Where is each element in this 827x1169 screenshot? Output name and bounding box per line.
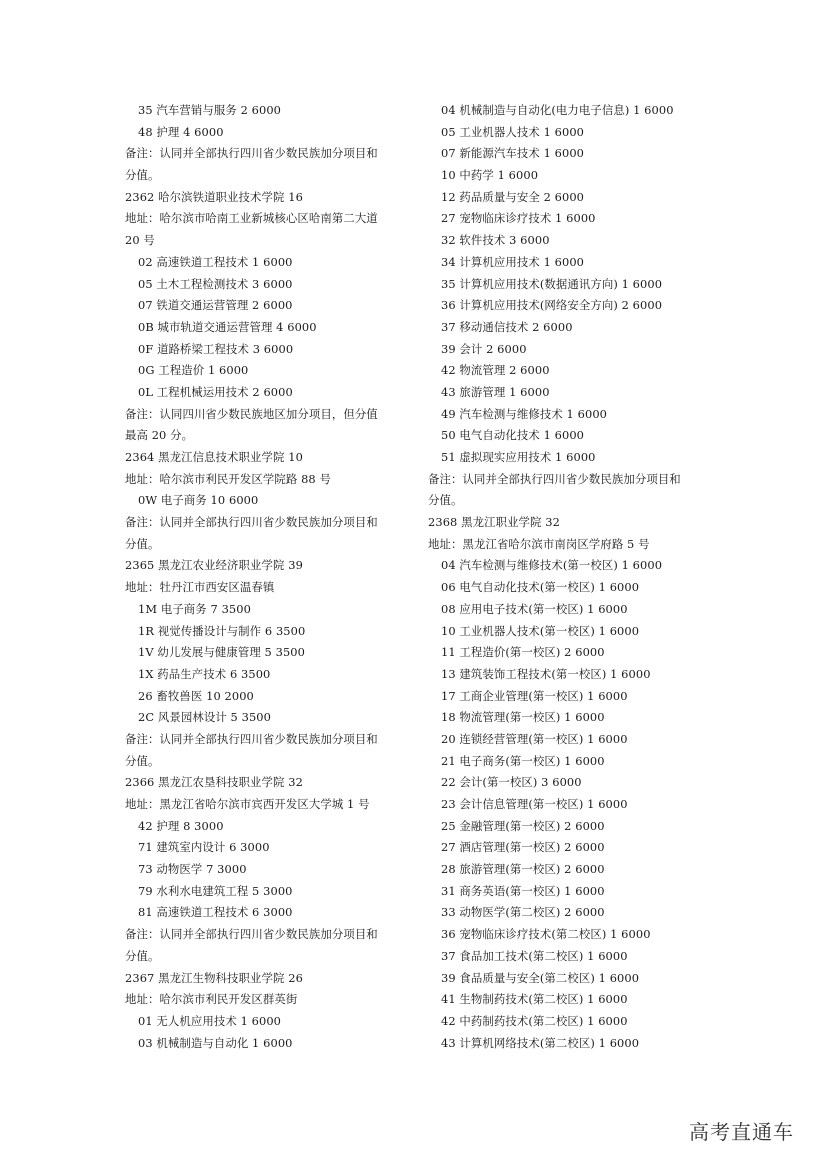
text-line: 2C 风景园林设计 5 3500 [138,710,272,725]
text-line: 0F 道路桥梁工程技术 3 6000 [138,341,294,356]
text-line: 1M 电子商务 7 3500 [138,601,251,616]
text-line: 2367 黑龙江生物科技职业学院 26 [125,970,303,985]
text-line: 备注：认同并全部执行四川省少数民族加分项目和 [125,515,378,530]
right-column [428,100,713,1054]
text-line: 13 建筑装饰工程技术(第一校区) 1 6000 [441,666,651,681]
text-line: 07 新能源汽车技术 1 6000 [441,146,585,161]
text-line: 48 护理 4 6000 [138,124,224,139]
text-line: 10 工业机器人技术(第一校区) 1 6000 [441,623,640,638]
text-line: 18 物流管理(第一校区) 1 6000 [441,710,605,725]
text-line: 34 计算机应用技术 1 6000 [441,254,585,269]
text-line: 79 水利水电建筑工程 5 3000 [138,883,293,898]
text-line: 分值。 [125,948,160,963]
text-line: 01 无人机应用技术 1 6000 [138,1013,282,1028]
left-column [125,100,410,1054]
text-line: 51 虚拟现实应用技术 1 6000 [441,450,596,464]
text-line: 分值。 [125,536,160,551]
text-line: 分值。 [125,753,160,768]
text-line: 03 机械制造与自动化 1 6000 [138,1035,293,1050]
text-line: 04 机械制造与自动化(电力电子信息) 1 6000 [441,103,674,117]
text-line: 27 宠物临床诊疗技术 1 6000 [441,211,596,226]
text-line: 1X 药品生产技术 6 3500 [138,666,271,681]
text-line: 11 工程造价(第一校区) 2 6000 [441,645,605,660]
text-line: 27 酒店管理(第一校区) 2 6000 [441,840,605,855]
text-line: 26 畜牧兽医 10 2000 [138,688,254,703]
text-line: 20 连锁经营管理(第一校区) 1 6000 [441,731,628,746]
text-line: 2368 黑龙江职业学院 32 [428,515,560,530]
text-line: 地址：黑龙江省哈尔滨市南岗区学府路 5 号 [428,536,650,551]
text-line: 21 电子商务(第一校区) 1 6000 [441,753,605,768]
text-line: 备注：认同并全部执行四川省少数民族加分项目和 [428,471,681,486]
text-line: 10 中药学 1 6000 [441,168,539,183]
text-line: 备注：认同并全部执行四川省少数民族加分项目和 [125,146,378,161]
text-line: 43 旅游管理 1 6000 [441,384,550,399]
text-line: 2365 黑龙江农业经济职业学院 39 [125,558,303,573]
text-line: 22 会计(第一校区) 3 6000 [441,775,582,790]
text-line: 2366 黑龙江农垦科技职业学院 32 [125,775,303,790]
text-line: 25 金融管理(第一校区) 2 6000 [441,818,605,833]
text-line: 50 电气自动化技术 1 6000 [441,428,585,443]
text-line: 43 计算机网络技术(第二校区) 1 6000 [441,1035,640,1050]
text-line: 0G 工程造价 1 6000 [138,363,249,378]
text-line: 0L 工程机械运用技术 2 6000 [138,384,293,399]
text-line: 0W 电子商务 10 6000 [138,493,259,508]
text-line: 备注：认同并全部执行四川省少数民族加分项目和 [125,927,378,942]
text-line: 05 工业机器人技术 1 6000 [441,124,585,139]
text-line: 32 软件技术 3 6000 [441,233,550,248]
text-line: 42 中药制药技术(第二校区) 1 6000 [441,1013,628,1028]
text-line: 0B 城市轨道交通运营管理 4 6000 [138,319,317,334]
text-line: 37 食品加工技术(第二校区) 1 6000 [441,948,628,963]
text-line: 81 高速铁道工程技术 6 3000 [138,905,293,920]
text-line: 1R 视觉传播设计与制作 6 3500 [138,623,306,638]
text-line: 最高 20 分。 [125,428,194,443]
text-line: 71 建筑室内设计 6 3000 [138,840,270,855]
text-line: 42 物流管理 2 6000 [441,363,550,378]
text-line: 33 动物医学(第二校区) 2 6000 [441,905,605,920]
text-line: 17 工商企业管理(第一校区) 1 6000 [441,688,628,703]
text-line: 2362 哈尔滨铁道职业技术学院 16 [125,189,303,204]
text-line: 39 食品质量与安全(第二校区) 1 6000 [441,970,640,985]
text-line: 06 电气自动化技术(第一校区) 1 6000 [441,580,640,595]
text-line: 31 商务英语(第一校区) 1 6000 [441,883,605,898]
text-line: 07 铁道交通运营管理 2 6000 [138,298,293,313]
text-line: 地址：黑龙江省哈尔滨市宾西开发区大学城 1 号 [125,797,370,811]
text-line: 36 计算机应用技术(网络安全方向) 2 6000 [441,298,663,313]
text-line: 20 号 [125,233,155,248]
text-line: 73 动物医学 7 3000 [138,862,247,877]
text-line: 分值。 [125,168,160,183]
text-line: 02 高速铁道工程技术 1 6000 [138,254,293,269]
text-line: 36 宠物临床诊疗技术(第二校区) 1 6000 [441,927,651,942]
text-line: 2364 黑龙江信息技术职业学院 10 [125,450,303,464]
text-line: 39 会计 2 6000 [441,341,527,356]
text-line: 35 计算机应用技术(数据通讯方向) 1 6000 [441,276,663,291]
text-line: 地址：哈尔滨市利民开发区群英街 [125,992,298,1007]
text-line: 08 应用电子技术(第一校区) 1 6000 [441,601,628,616]
watermark-brand: 高考直通车 [689,1120,794,1144]
text-line: 28 旅游管理(第一校区) 2 6000 [441,862,605,877]
text-line: 37 移动通信技术 2 6000 [441,319,573,334]
text-line: 35 汽车营销与服务 2 6000 [138,103,282,117]
text-line: 地址：哈尔滨市利民开发区学院路 88 号 [125,471,331,486]
text-line: 地址：牡丹江市西安区温春镇 [125,580,275,595]
text-line: 地址：哈尔滨市哈南工业新城核心区哈南第二大道 [125,211,378,226]
text-line: 1V 幼儿发展与健康管理 5 3500 [138,645,305,660]
text-line: 23 会计信息管理(第一校区) 1 6000 [441,797,628,811]
text-line: 分值。 [428,493,463,508]
text-line: 备注：认同四川省少数民族地区加分项目，但分值 [125,406,378,421]
text-line: 49 汽车检测与维修技术 1 6000 [441,406,608,421]
text-line: 41 生物制药技术(第二校区) 1 6000 [441,992,628,1007]
text-line: 05 土木工程检测技术 3 6000 [138,276,293,291]
text-line: 备注：认同并全部执行四川省少数民族加分项目和 [125,731,378,746]
text-line: 04 汽车检测与维修技术(第一校区) 1 6000 [441,558,663,573]
text-line: 42 护理 8 3000 [138,818,224,833]
text-line: 12 药品质量与安全 2 6000 [441,189,585,204]
